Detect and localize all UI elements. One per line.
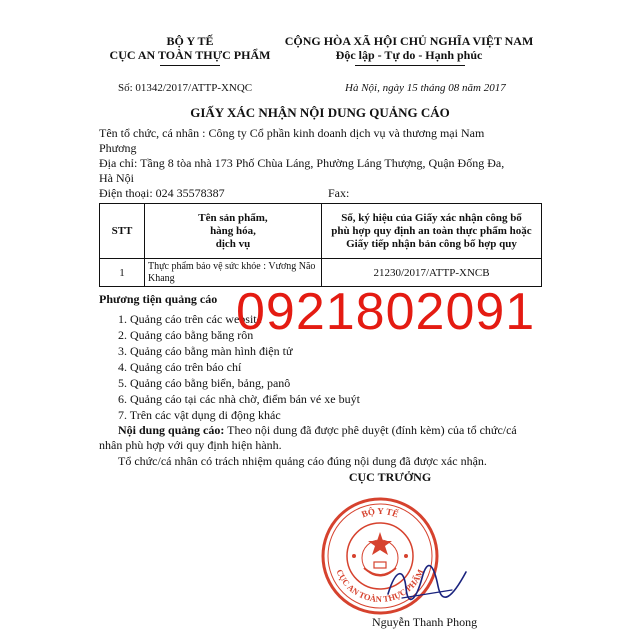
- content-paragraph-line1: [118, 423, 517, 438]
- list-item: 4. Quảng cáo trên báo chí: [118, 360, 242, 374]
- list-item: 7. Trên các vật dụng di động khác: [118, 408, 281, 422]
- row-stt: 1: [100, 259, 145, 287]
- ministry-name: BỘ Y TẾ: [166, 34, 214, 48]
- seal-dot-right: [404, 554, 408, 558]
- table-header-row: [100, 204, 542, 259]
- phone-line: Điện thoại: 024 35578387: [99, 186, 225, 200]
- signer-position: CỤC TRƯỞNG: [348, 470, 432, 484]
- header-stt: STT: [100, 204, 145, 259]
- seal-star-icon: [368, 532, 392, 555]
- list-item: 1. Quảng cáo trên các website: [118, 312, 262, 326]
- handwritten-signature: [382, 560, 472, 606]
- header-product-line: hàng hóa,: [210, 224, 256, 237]
- org-name-line2: Phương: [99, 141, 137, 155]
- header-certificate: [322, 204, 542, 259]
- address-line1: Địa chỉ: Tầng 8 tòa nhà 173 Phố Chùa Láng, Phường Láng Thượng, Quận Đống Đa,: [99, 156, 505, 170]
- header-certificate-line: Giấy tiếp nhận bản công bố hợp quy: [346, 237, 517, 250]
- row-certificate: 21230/2017/ATTP-XNCB: [322, 259, 542, 287]
- responsibility-note: Tổ chức/cá nhân có trách nhiệm quảng cáo đúng nội dung đã được xác nhận.: [118, 454, 487, 468]
- list-item: 2. Quảng cáo bằng băng rôn: [118, 328, 254, 342]
- signer-name: Nguyễn Thanh Phong: [372, 615, 478, 629]
- header-product-line: Tên sản phẩm,: [198, 211, 268, 224]
- list-item: 6. Quảng cáo tại các nhà chờ, điểm bán vé xe buýt: [118, 392, 360, 406]
- watermark-phone-number: 0921802091: [236, 283, 536, 341]
- content-paragraph-line2: nhân phù hợp với quy định hiện hành.: [99, 438, 282, 452]
- header-underline-right: [355, 65, 465, 66]
- header-underline-left: [160, 65, 220, 66]
- row-product-line: Thực phẩm bảo vệ sức khỏe : Vương Não: [148, 260, 316, 272]
- product-table: [99, 203, 542, 287]
- list-item: 3. Quảng cáo bằng màn hình điện tử: [118, 344, 293, 358]
- seal-ring-text-path: CỤC AN TOÀN THỰC PHẨM: [334, 567, 426, 605]
- national-motto: Độc lập - Tự do - Hạnh phúc: [335, 48, 483, 62]
- department-name: CỤC AN TOÀN THỰC PHẨM: [109, 48, 271, 62]
- header-product: [145, 204, 322, 259]
- media-heading: Phương tiện quảng cáo: [99, 292, 218, 306]
- document-title: GIẤY XÁC NHẬN NỘI DUNG QUẢNG CÁO: [190, 105, 450, 120]
- seal-dot-left: [352, 554, 356, 558]
- country-name: CỘNG HÒA XÃ HỘI CHỦ NGHĨA VIỆT NAM: [284, 34, 534, 48]
- header-product-line: dịch vụ: [215, 237, 251, 250]
- address-line2: Hà Nội: [99, 171, 134, 185]
- header-certificate-line: Số, ký hiệu của Giấy xác nhận công bố: [341, 211, 522, 224]
- header-certificate-line: phù hợp quy định an toàn thực phẩm hoặc: [331, 224, 532, 237]
- list-item: 5. Quảng cáo bằng biển, bảng, panô: [118, 376, 291, 390]
- document-number: Số: 01342/2017/ATTP-XNQC: [118, 82, 253, 94]
- seal-top-text: [360, 506, 400, 519]
- place-date: Hà Nội, ngày 15 tháng 08 năm 2017: [345, 82, 506, 94]
- fax-line: Fax:: [328, 186, 350, 200]
- seal-top-text-path: BỘ Y TẾ: [360, 505, 400, 520]
- row-product-line: Khang: [148, 272, 175, 284]
- content-text: Theo nội dung đã được phê duyệt (đính kèm) của tổ chức/cá: [224, 423, 517, 437]
- org-name-line1: Tên tổ chức, cá nhân : Công ty Cổ phần kinh doanh dịch vụ và thương mại Nam: [99, 126, 485, 140]
- content-label: Nội dung quảng cáo:: [118, 423, 225, 437]
